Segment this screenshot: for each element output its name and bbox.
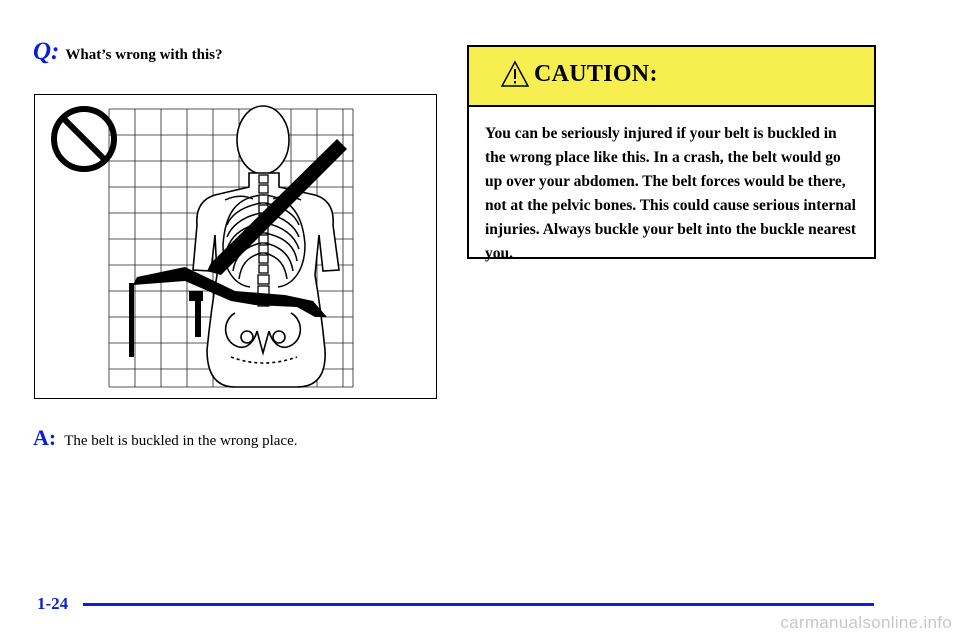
skeleton-belt-drawing bbox=[35, 95, 438, 400]
prohibition-icon bbox=[54, 109, 114, 169]
caution-title: CAUTION: bbox=[534, 61, 658, 87]
watermark: carmanualsonline.info bbox=[780, 613, 952, 632]
question-line bbox=[33, 38, 223, 66]
warning-triangle-icon bbox=[500, 60, 530, 88]
question-text: What’s wrong with this? bbox=[65, 47, 223, 63]
answer-text: The belt is buckled in the wrong place. bbox=[64, 433, 298, 449]
footer-divider bbox=[83, 603, 874, 606]
answer-line bbox=[33, 425, 297, 451]
caution-header bbox=[469, 47, 874, 107]
caution-box bbox=[467, 45, 876, 262]
answer-marker: A: bbox=[33, 425, 57, 450]
page-number: 1-24 bbox=[37, 594, 69, 613]
caution-body: You can be seriously injured if your belt is buckled in the wrong place like this. In a crash, the belt would go up over your abdomen. The belt forces would be there, not at the pelvic bones. This could cause serious internal injuries. Always buckle your belt into the buckle nearest you. bbox=[485, 125, 857, 262]
seatbelt-illustration bbox=[34, 94, 437, 399]
question-marker: Q: bbox=[33, 38, 60, 65]
